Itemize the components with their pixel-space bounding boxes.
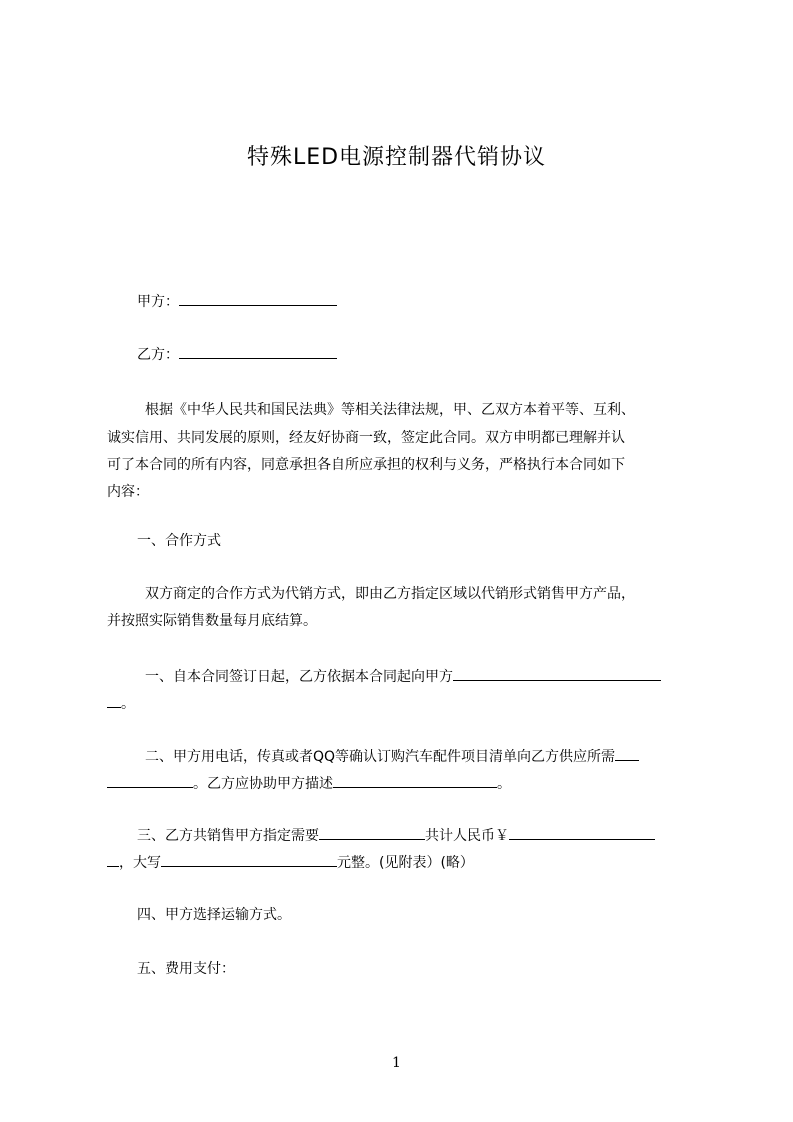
intro-line-2: 诚实信用、共同发展的原则，经友好协商一致，签定此合同。双方申明都已理解并认 [107, 430, 625, 446]
party-a-label: 甲方： [137, 294, 179, 310]
party-b-label: 乙方： [137, 347, 179, 363]
clause-3-blank-c [161, 852, 337, 867]
clause-2-line-2 [107, 773, 511, 794]
section-cooperation-heading: 一、合作方式 [137, 533, 221, 549]
clause-3-text-c: ，大写 [119, 855, 161, 871]
clause-2-line-1 [145, 746, 639, 767]
clause-3-blank-b [509, 825, 655, 840]
clause-1-blank-cont [107, 693, 121, 708]
clause-3-blank-b-cont [107, 852, 119, 867]
party-b-line [137, 344, 337, 365]
clause-2-end: 。 [497, 776, 511, 792]
intro-line-1: 根据《中华人民共和国民法典》等相关法律法规，甲、乙双方本着平等、互利、 [145, 402, 635, 418]
clause-4: 四、甲方选择运输方式。 [137, 907, 291, 923]
clause-2-blank-a-cont [107, 773, 193, 788]
clause-2-mid: 。乙方应协助甲方描述 [193, 776, 333, 792]
page-number: 1 [392, 1055, 401, 1071]
clause-3-text-d: 元整。(见附表）(略） [337, 855, 474, 871]
intro-line-4: 内容： [107, 484, 149, 500]
party-a-blank [179, 291, 337, 306]
clause-1-blank [453, 666, 661, 681]
clause-3-line-2 [107, 852, 474, 873]
clause-5: 五、费用支付： [137, 961, 235, 977]
clause-1-line-1 [145, 666, 661, 687]
clause-1-end: 。 [121, 696, 135, 712]
document-title: 特殊LED电源控制器代销协议 [246, 145, 547, 170]
clause-1-text: 一、自本合同签订日起，乙方依据本合同起向甲方 [145, 669, 453, 685]
intro-line-3: 可了本合同的所有内容，同意承担各自所应承担的权利与义务，严格执行本合同如下 [107, 457, 625, 473]
cooperation-line-2: 并按照实际销售数量每月底结算。 [107, 613, 317, 629]
party-a-line [137, 291, 337, 312]
clause-1-line-2 [107, 693, 135, 714]
clause-3-text-a: 三、乙方共销售甲方指定需要 [137, 828, 319, 844]
clause-2-text: 二、甲方用电话，传真或者QQ等确认订购汽车配件项目清单向乙方供应所需 [145, 749, 616, 765]
clause-3-blank-a [319, 825, 425, 840]
clause-3-line-1 [137, 825, 655, 846]
clause-3-text-b: 共计人民币￥ [425, 828, 509, 844]
clause-2-blank-a [615, 746, 639, 761]
clause-2-blank-b [333, 773, 497, 788]
cooperation-line-1: 双方商定的合作方式为代销方式，即由乙方指定区域以代销形式销售甲方产品， [145, 586, 635, 602]
party-b-blank [179, 344, 337, 359]
